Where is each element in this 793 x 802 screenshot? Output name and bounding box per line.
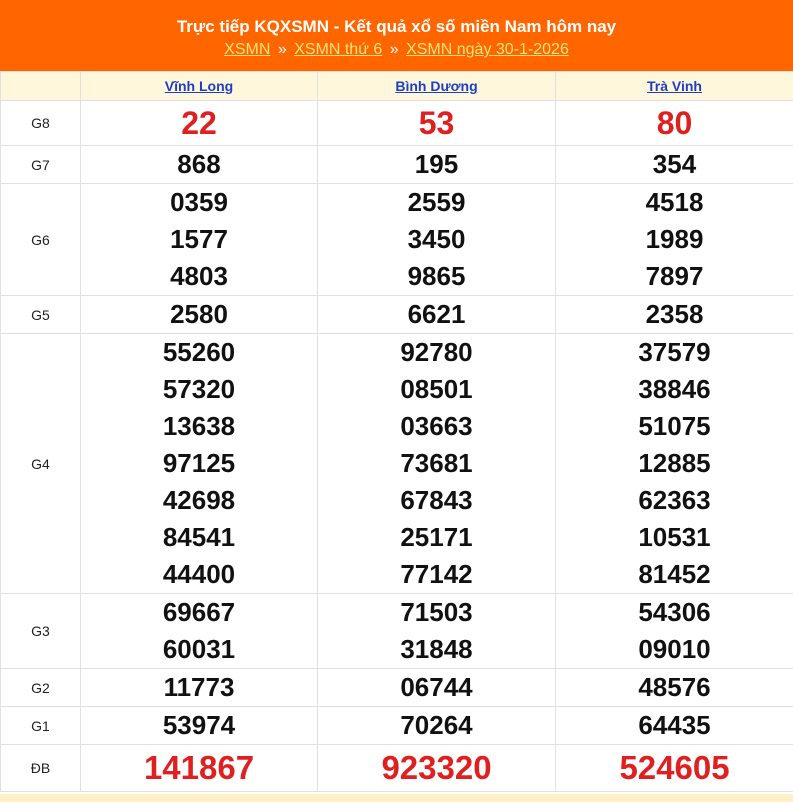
- prize-row: [1, 146, 793, 184]
- result-number: 08501: [400, 374, 473, 404]
- result-number: 06744: [400, 672, 473, 702]
- prize-row: [1, 669, 793, 707]
- result-cell: [318, 146, 556, 184]
- province-header-row: [1, 72, 793, 101]
- result-number: 57320: [162, 374, 236, 404]
- prize-row: [1, 594, 793, 669]
- prize-label: ĐB: [1, 745, 81, 792]
- result-number: 71503: [400, 597, 473, 627]
- result-number: 868: [177, 149, 221, 179]
- results-header: [0, 0, 793, 71]
- prize-label: G6: [1, 184, 81, 296]
- prize-row: [1, 707, 793, 745]
- breadcrumb: [0, 40, 793, 60]
- results-body: [1, 101, 793, 792]
- result-number: 55260: [162, 337, 236, 367]
- breadcrumb-separator: »: [277, 41, 287, 58]
- result-number: 60031: [162, 634, 236, 664]
- result-number: 84541: [162, 522, 236, 552]
- province-link-tra-vinh[interactable]: Trà Vinh: [647, 78, 702, 94]
- result-number: 77142: [400, 559, 473, 589]
- result-cell: [318, 101, 556, 146]
- result-cell: [81, 594, 318, 669]
- prize-label: G7: [1, 146, 81, 184]
- result-cell: [81, 334, 318, 594]
- result-number: 09010: [638, 634, 711, 664]
- prize-label: G4: [1, 334, 81, 594]
- prize-label: G8: [1, 101, 81, 146]
- province-header: [318, 72, 556, 101]
- result-number: 44400: [162, 559, 236, 589]
- prize-row: [1, 184, 793, 296]
- prize-row: [1, 334, 793, 594]
- prize-label: G3: [1, 594, 81, 669]
- breadcrumb-xsmn[interactable]: XSMN: [224, 41, 271, 58]
- result-cell: [318, 334, 556, 594]
- breadcrumb-xsmn-date[interactable]: XSMN ngày 30-1-2026: [406, 41, 569, 58]
- result-number: 0359: [170, 187, 228, 217]
- result-number: 9865: [407, 261, 466, 291]
- result-number: 73681: [400, 448, 473, 478]
- result-number: 2358: [645, 299, 704, 329]
- result-number: 7897: [645, 261, 704, 291]
- result-number: 64435: [638, 710, 711, 740]
- result-number: 67843: [400, 485, 473, 515]
- result-number: 42698: [162, 485, 236, 515]
- prize-label: G2: [1, 669, 81, 707]
- result-number: 54306: [638, 597, 711, 627]
- result-number: 524605: [619, 749, 730, 786]
- result-number: 4518: [645, 187, 704, 217]
- result-cell: [81, 669, 318, 707]
- result-number: 53: [418, 105, 455, 141]
- result-number: 354: [652, 149, 697, 179]
- result-number: 92780: [400, 337, 473, 367]
- result-number: 37579: [638, 337, 711, 367]
- result-number: 2559: [407, 187, 466, 217]
- result-number: 69667: [162, 597, 236, 627]
- result-cell: [556, 594, 793, 669]
- result-cell: [556, 745, 793, 792]
- result-cell: [318, 184, 556, 296]
- result-cell: [556, 669, 793, 707]
- province-header: [556, 72, 793, 101]
- result-number: 70264: [400, 710, 473, 740]
- result-number: 03663: [400, 411, 473, 441]
- result-cell: [318, 296, 556, 334]
- result-cell: [556, 707, 793, 745]
- result-number: 80: [656, 105, 693, 141]
- result-cell: [556, 146, 793, 184]
- breadcrumb-separator: »: [389, 41, 399, 58]
- result-cell: [81, 707, 318, 745]
- province-link-vinh-long[interactable]: Vĩnh Long: [164, 78, 234, 94]
- header-corner: [1, 72, 81, 101]
- result-number: 141867: [143, 749, 255, 786]
- province-header: [81, 72, 318, 101]
- result-cell: [318, 745, 556, 792]
- result-number: 38846: [638, 374, 711, 404]
- result-cell: [81, 184, 318, 296]
- page-title: Trực tiếp KQXSMN - Kết quả xổ số miền Nam hôm nay: [176, 17, 617, 36]
- result-cell: [81, 296, 318, 334]
- result-number: 923320: [381, 749, 492, 786]
- result-number: 4803: [170, 261, 228, 291]
- breadcrumb-xsmn-friday[interactable]: XSMN thứ 6: [294, 41, 383, 58]
- province-link-binh-duong[interactable]: Bình Dương: [395, 78, 478, 94]
- result-number: 53974: [162, 710, 236, 740]
- result-number: 22: [181, 105, 217, 141]
- prize-row: [1, 101, 793, 146]
- result-number: 31848: [400, 634, 473, 664]
- result-cell: [81, 146, 318, 184]
- result-number: 12885: [638, 448, 711, 478]
- prize-label: G1: [1, 707, 81, 745]
- result-number: 11773: [163, 672, 235, 702]
- result-number: 195: [414, 149, 459, 179]
- result-number: 10531: [638, 522, 711, 552]
- result-cell: [556, 184, 793, 296]
- result-number: 6621: [407, 299, 466, 329]
- result-cell: [318, 594, 556, 669]
- footer-bar: [0, 794, 793, 802]
- result-cell: [81, 101, 318, 146]
- prize-row: [1, 296, 793, 334]
- result-cell: [318, 707, 556, 745]
- result-number: 48576: [638, 672, 711, 702]
- result-cell: [81, 745, 318, 792]
- prize-row: [1, 745, 793, 792]
- result-number: 51075: [638, 411, 711, 441]
- result-number: 97125: [162, 448, 236, 478]
- prize-label: G5: [1, 296, 81, 334]
- results-table: [0, 71, 793, 792]
- result-number: 81452: [638, 559, 711, 589]
- result-cell: [556, 334, 793, 594]
- result-number: 62363: [638, 485, 711, 515]
- result-cell: [556, 101, 793, 146]
- result-cell: [318, 669, 556, 707]
- result-number: 25171: [400, 522, 473, 552]
- result-number: 1577: [170, 224, 228, 254]
- result-number: 1989: [645, 224, 704, 254]
- result-cell: [556, 296, 793, 334]
- result-number: 2580: [170, 299, 228, 329]
- result-number: 13638: [162, 411, 236, 441]
- result-number: 3450: [407, 224, 466, 254]
